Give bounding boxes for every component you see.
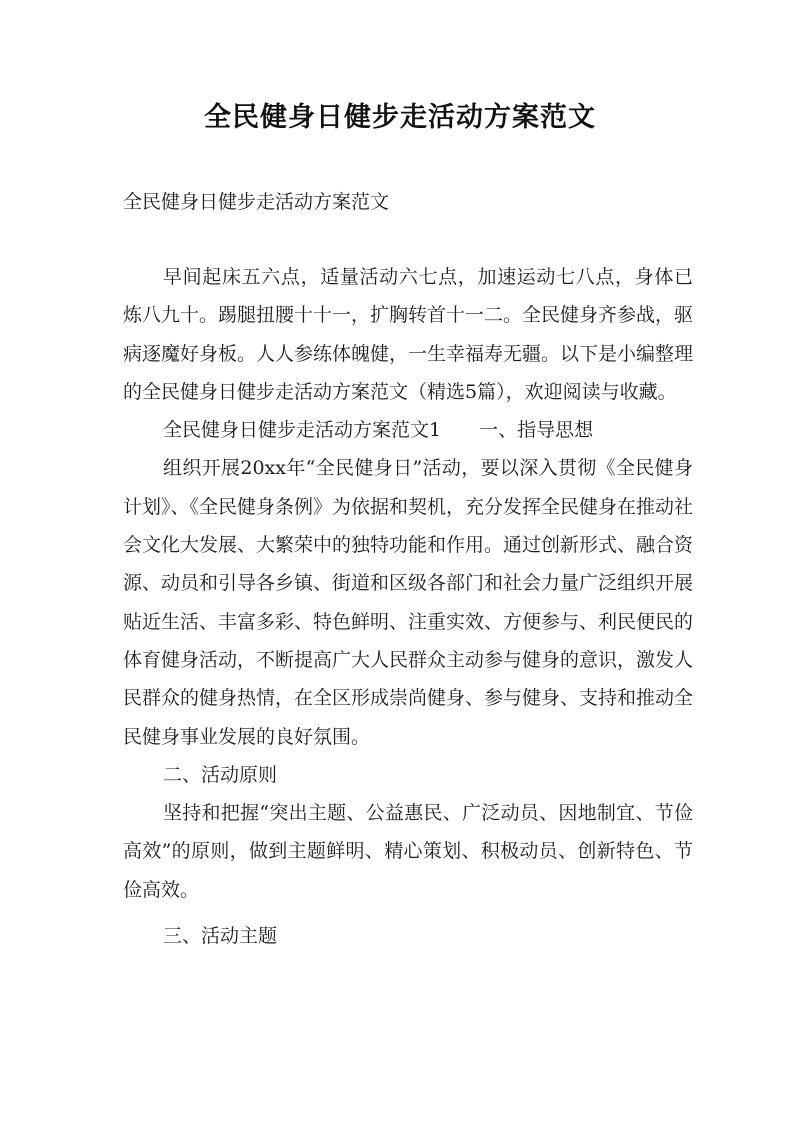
paragraph-gap [123, 909, 693, 917]
guiding-thought-paragraph: 组织开展20xx年“全民健身日”活动，要以深入贯彻《全民健身计划》、《全民健身条例》为依据和契机，充分发挥全民健身在推动社会文化大发展、大繁荣中的独特功能和作用。通过创新形式、融合资源、动员和引导各乡镇、街道和区级各部门和社会力量广泛组织开展贴近生活、丰富多彩、特色鲜明、注重实效、方便参与、利民便民的体育健身活动，不断提高广大人民群众主动参与健身的意识，激发人民群众的健身热情，在全区形成崇尚健身、参与健身、支持和推动全民健身事业发展的良好氛围。 [123, 457, 694, 748]
section-heading-principles: 二、活动原则 [163, 763, 278, 786]
intro-paragraph: 早间起床五六点，适量活动六七点，加速运动七八点，身体已炼八九十。踢腿扭腰十十一，扩胸转首十一二。全民健身齐参战，驱病逐魔好身板。人人参练体魄健，一生幸福寿无疆。以下是小编整理的全民健身日健步走活动方案范文（精选5篇），欢迎阅读与收藏。 [123, 266, 694, 403]
principles-paragraph: 坚持和把握“突出主题、公益惠民、广泛动员、因地制宜、节俭高效”的原则，做到主题鲜明、精心策划、积极动员、创新特色、节俭高效。 [123, 802, 693, 901]
document-body [123, 258, 693, 955]
section-heading-theme: 三、活动主题 [163, 925, 278, 948]
document-title: 全民健身日健步走活动方案范文 [204, 102, 596, 133]
section-heading-guiding-thought: 全民健身日健步走活动方案范文1 一、指导思想 [163, 419, 594, 442]
document-subtitle: 全民健身日健步走活动方案范文 [123, 191, 390, 213]
